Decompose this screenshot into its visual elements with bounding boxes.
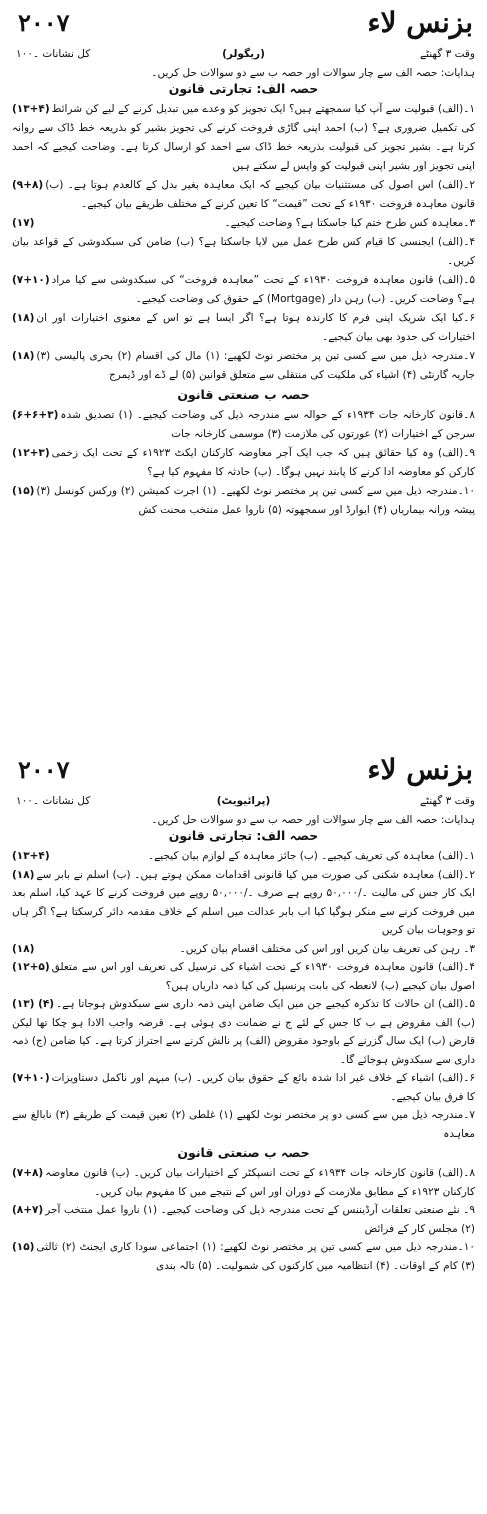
question-text: ۴۔(الف) قانون معاہدہ فروخت ۱۹۳۰ء کے تحت اشیاء کی ترسیل کی تعریف اور اس سے متعلق اصول بیان کیجیے (ب) لانعطہ کی بابت پرنسپل کی کیا ذمہ داریاں ہیں؟ xyxy=(51,961,475,992)
total-marks: کل نشانات ۔۱۰۰ xyxy=(16,795,91,807)
question-marks: (۱۷) xyxy=(12,217,35,229)
section-heading-a: حصہ الف: تجارتی قانون xyxy=(168,81,319,96)
question-marks: (۶+۶+۳) xyxy=(12,409,59,421)
question-text: ۳۔معاہدہ کس طرح ختم کیا جاسکتا ہے؟ وضاحت کیجیے۔ xyxy=(224,217,475,229)
question xyxy=(12,406,475,444)
paper-title: بزنس لاء xyxy=(367,6,473,39)
question xyxy=(12,1106,475,1143)
question-text: ۸۔(الف) قانون کارخانہ جات ۱۹۳۴ء کے تحت انسپکٹر کے اختیارات بیان کریں۔ (ب) قانون معاوضہ کارکنان ۱۹۲۳ء کے مطابق ملازمت کے دوران اور اس کے نتیجے میں کا مفہوم بیان کریں۔ xyxy=(45,1167,475,1198)
question-marks: (۱۲+۵) xyxy=(12,961,50,973)
question xyxy=(12,866,475,940)
question xyxy=(12,940,475,959)
paper-header xyxy=(10,6,477,46)
question xyxy=(12,309,475,347)
total-marks: کل نشانات ۔۱۰۰ xyxy=(16,48,91,60)
question-marks: (۱۳+۴) xyxy=(12,850,50,862)
instructions: ہدایات: حصہ الف سے چار سوالات اور حصہ ب سے دو سوالات حل کریں۔ xyxy=(151,67,475,79)
question-marks: (۷+۸) xyxy=(12,1167,44,1179)
question-marks: (۷+۱۰) xyxy=(12,1072,50,1084)
question-text: ۱۔(الف) معاہدہ کی تعریف کیجیے۔ (ب) جائز معاہدہ کے لوازم بیان کیجیے۔ xyxy=(147,850,475,862)
question-marks: (۹+۸) xyxy=(12,179,44,191)
paper-year: ۲۰۰۷ xyxy=(18,8,70,37)
question xyxy=(12,214,475,233)
question-marks: (۸+۷) xyxy=(12,1204,44,1216)
question-text: ۷۔مندرجہ ذیل میں سے کسی تین پر مختصر نوٹ لکھیے: (۱) مال کی اقسام (۲) بحری پالیسی (۳) جاریہ گارنٹی (۴) اشیاء کی ملکیت کی منتقلی سے متعلق قوانین (۵) لے ڈے اور ڈیمرج xyxy=(36,350,476,381)
question xyxy=(12,1069,475,1106)
question-marks: (۱۸) xyxy=(12,350,35,362)
question-marks: (۱۸) xyxy=(12,312,35,324)
paper-meta xyxy=(10,793,477,811)
paper-title: بزنس لاء xyxy=(367,753,473,786)
question-text: ۱۰۔مندرجہ ذیل میں سے کسی تین پر مختصر نوٹ لکھیے: (۱) اجتماعی سودا کاری ایجنٹ (۲) ثالثی (۳) کام کے اوقات۔ (۴) انتظامیہ میں کارکنوں کی شمولیت۔ (۵) تالہ بندی xyxy=(36,1241,475,1272)
question xyxy=(12,271,475,309)
question-text: ۱۰۔مندرجہ ذیل میں سے کسی تین پر مختصر نوٹ لکھیے۔ (۱) اجرت کمیشن (۲) ورکس کونسل (۳) پیشہ ورانہ بیماریاں (۴) ایوارڈ اور سمجھوتہ (۵) ناروا عمل منتخب محنت کش xyxy=(36,485,476,516)
exam-paper-private xyxy=(10,753,477,1494)
question-marks: (۷+۱۰) xyxy=(12,274,50,286)
question-marks: (۱۵) xyxy=(12,1241,35,1253)
time-allowed: وقت ۳ گھنٹے xyxy=(419,48,475,60)
question-text: ۲۔(الف) اس اصول کی مستثنیات بیان کیجیے کہ ایک معاہدہ بغیر بدل کے کالعدم ہوتا ہے۔ (ب) قانون معاہدہ فروخت ۱۹۳۰ء کے تحت ”قیمت“ کا تعین کرنے کے مختلف طریقے بیان کیجیے۔ xyxy=(45,179,475,210)
question-marks: (۱۸) xyxy=(12,942,35,955)
question xyxy=(12,482,475,520)
question-text: ۳۔ رہن کی تعریف بیان کریں اور اس کی مختلف اقسام بیان کریں۔ xyxy=(179,942,475,955)
question xyxy=(12,1201,475,1238)
paper-year: ۲۰۰۷ xyxy=(18,755,70,784)
question xyxy=(12,1164,475,1201)
question-text: ۴۔(الف) ایجنسی کا قیام کس طرح عمل میں لایا جاسکتا ہے؟ (ب) ضامن کی سبکدوشی کے قواعد بیان کریں۔ xyxy=(12,236,475,267)
paper-meta xyxy=(10,46,477,64)
question-text: ۱۔(الف) قبولیت سے آپ کیا سمجھتے ہیں؟ ایک تجویز کو وعدے میں تبدیل کرنے کے لیے کن شرائط کی تکمیل ضروری ہے؟ (ب) احمد اپنی گاڑی فروخت کرنے کی تجویز بشیر کو بذریعہ خط ڈاک سے روانہ کرتا ہے۔ بشیر تجویز کی قبولیت بذریعہ خط ڈاک سے احمد کو ارسال کرتا ہے۔ وضاحت کیجیے کہ احمد اپنی تجویز اور بشیر اپنی قبولیت کو واپس لے سکتے ہیں xyxy=(12,103,475,172)
section-heading-b: حصہ ب صنعتی قانون xyxy=(177,387,310,402)
question-text: ۵۔(الف) ان حالات کا تذکرہ کیجیے جن میں ایک ضامن اپنی ذمہ داری سے سبکدوش ہوجاتا ہے۔ (ب) الف مقروض ہے ب کا جس کے لئے ج نے ضمانت دی ہوئی ہے۔ قرضہ واجب الادا ہو چکا تھا لیکن قارض (ب) ایک سال گزرنے کے باوجود مقروض (الف) پر نالش کرنے سے احتراز کرتا ہے۔ کیا ضامن (ج) ذمہ داری سے سبکدوش ہوجائے گا۔ xyxy=(12,998,475,1066)
question-text: ۶۔کیا ایک شریک اپنی فرم کا کارندہ ہوتا ہے؟ اگر ایسا ہے تو اس کے معنوی اختیارات اور ان اختیارات کی حدود بھی بیان کیجیے۔ xyxy=(36,312,475,343)
question-text: ۹۔ نئے صنعتی تعلقات آرڈیننس کے تحت مندرجہ ذیل کی وضاحت کیجیے۔ (۱) ناروا عمل منتخب آجر (۲) مجلس کار کے فرائض xyxy=(45,1204,476,1235)
question-marks: (۱۳) (۴) xyxy=(12,998,55,1010)
paper-type: (پرائیویٹ) xyxy=(216,795,271,807)
question-marks: (۱۵) xyxy=(12,485,35,497)
question xyxy=(12,347,475,385)
time-allowed: وقت ۳ گھنٹے xyxy=(419,795,475,807)
exam-paper-regular xyxy=(10,6,477,747)
question-text: ۸۔قانون کارخانہ جات ۱۹۳۴ء کے حوالہ سے مندرجہ ذیل کی وضاحت کیجیے۔ (۱) تصدیق شدہ سرجن کے اختیارات (۲) عورتوں کی ملازمت (۳) موسمی کارخانہ جات xyxy=(60,409,475,440)
question-text: ۹۔(الف) وہ کیا حقائق ہیں کہ جب ایک آجر معاوضہ کارکنان ایکٹ ۱۹۲۳ء کے تحت ایک زخمی کارکن کو معاوضہ ادا کرنے کا پابند نہیں ہوگا۔ (ب) حادثہ کا مفہوم کیا ہے؟ xyxy=(51,447,475,478)
question-marks: (۱۲+۳) xyxy=(12,447,50,459)
question-marks: (۱۸) xyxy=(12,868,35,881)
question xyxy=(12,847,475,866)
question xyxy=(12,233,475,271)
question-text: ۲۔(الف) معاہدہ شکنی کی صورت میں کیا قانونی اقدامات ممکن ہوتے ہیں۔ (ب) اسلم نے بابر سے ایک کار جس کی مالیت ۔/۵۰,۰۰۰ روپے ہے صرف ۔/۵۰,۰۰۰ روپے میں فروخت کرنے کا عہد کیا، اسلم بعد میں فروخت کرنے سے منکر ہوگیا کیا اب بابر عدالت میں اسلم کے خلاف مقدمہ دائر کرسکتا ہے؟ اگر ہاں تو وجوہات بیان کریں xyxy=(12,868,476,936)
paper-type: (ریگولر) xyxy=(222,48,265,60)
question-text: ۵۔(الف) قانون معاہدہ فروخت ۱۹۳۰ء کے تحت ”معاہدہ فروخت“ کی سبکدوشی سے کیا مراد ہے؟ وضاحت کریں۔ (ب) رہن دار (Mortgage) کے حقوق کی وضاحت کیجیے۔ xyxy=(51,274,475,305)
question xyxy=(12,100,475,176)
question xyxy=(12,958,475,995)
instructions: ہدایات: حصہ الف سے چار سوالات اور حصہ ب سے دو سوالات حل کریں۔ xyxy=(151,814,475,826)
question-marks: (۱۳+۴) xyxy=(12,103,50,115)
question xyxy=(12,176,475,214)
section-heading-a: حصہ الف: تجارتی قانون xyxy=(168,828,319,843)
question xyxy=(12,444,475,482)
question xyxy=(12,995,475,1069)
question-text: ۷۔مندرجہ ذیل میں سے کسی دو پر مختصر نوٹ لکھیے (۱) غلطی (۲) تعین قیمت کے طریقے (۳) نابالغ سے معاہدہ xyxy=(12,1109,475,1140)
question xyxy=(12,1238,475,1275)
paper-header xyxy=(10,753,477,793)
section-heading-b: حصہ ب صنعتی قانون xyxy=(177,1145,310,1160)
question-text: ۶۔(الف) اشیاء کے خلاف غیر ادا شدہ بائع کے حقوق بیان کریں۔ (ب) مبہم اور ناکمل دستاویزات کا فرق بیان کیجیے۔ xyxy=(51,1072,475,1103)
